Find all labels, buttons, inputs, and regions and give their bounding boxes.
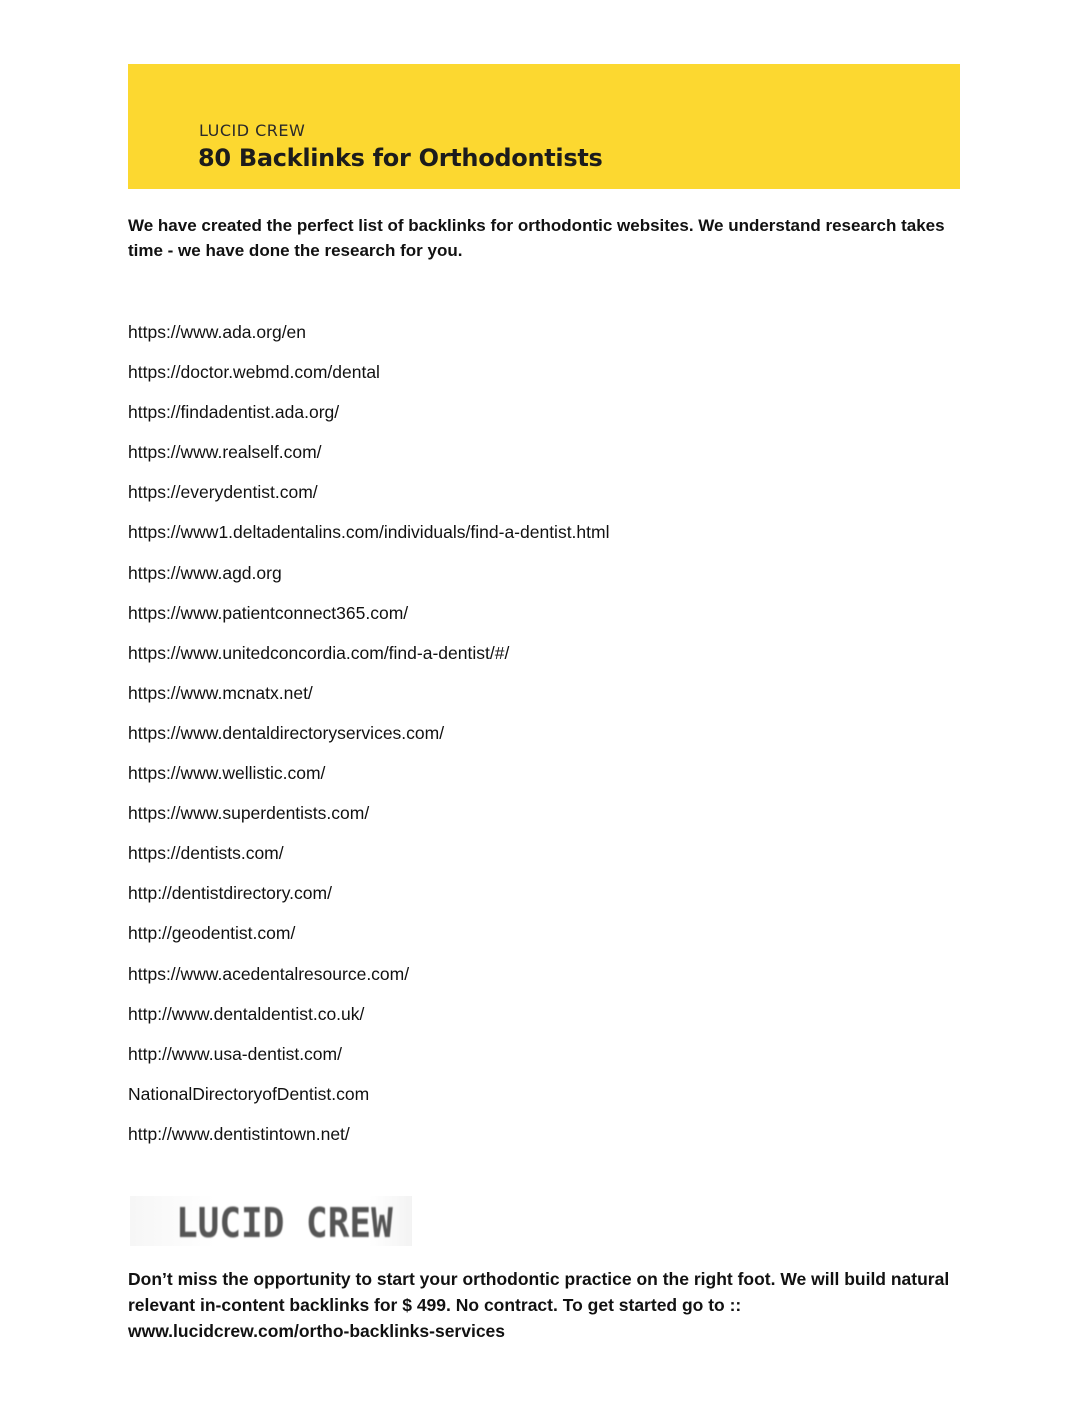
backlink-item[interactable]: https://www.acedentalresource.com/ — [128, 963, 410, 984]
backlink-item[interactable]: https://everydentist.com/ — [128, 482, 318, 503]
lucid-crew-logo — [130, 1196, 412, 1246]
call-to-action: Don’t miss the opportunity to start your orthodontic practice on the right foot. We will build natural relevant in-content backlinks for $ 499. No contract. To get started go to :: www.lucidcrew.com/ortho-backlinks-services — [128, 1269, 950, 1341]
backlink-item[interactable]: https://dentists.com/ — [128, 843, 284, 864]
backlink-item[interactable]: https://www.wellistic.com/ — [128, 763, 326, 784]
page-title: 80 Backlinks for Orthodontists — [198, 144, 603, 172]
backlink-item[interactable]: https://www.unitedconcordia.com/find-a-dentist/#/ — [128, 642, 510, 663]
backlink-list — [128, 320, 609, 1162]
intro-paragraph: We have created the perfect list of backlinks for orthodontic websites. We understand research takes time - we have done the research for you. — [128, 216, 945, 260]
logo-text: LUCID CREW — [176, 1200, 393, 1248]
backlink-item[interactable]: https://www.dentaldirectoryservices.com/ — [128, 722, 445, 743]
backlink-item[interactable]: http://www.dentaldentist.co.uk/ — [128, 1003, 365, 1024]
backlink-item[interactable]: https://www.ada.org/en — [128, 322, 307, 342]
header-banner — [128, 64, 960, 189]
backlink-item[interactable]: http://geodentist.com/ — [128, 923, 296, 944]
backlink-item[interactable]: https://www.realself.com/ — [128, 442, 322, 463]
banner-brand: LUCID CREW — [199, 121, 306, 140]
backlink-item[interactable]: https://www1.deltadentalins.com/individuals/find-a-dentist.html — [128, 522, 610, 543]
backlink-item[interactable]: https://www.agd.org — [128, 562, 282, 583]
backlink-item[interactable]: https://www.superdentists.com/ — [128, 803, 370, 824]
backlink-item[interactable]: https://findadentist.ada.org/ — [128, 402, 340, 423]
backlink-item[interactable]: https://www.mcnatx.net/ — [128, 682, 313, 703]
backlink-item[interactable]: http://dentistdirectory.com/ — [128, 883, 332, 904]
backlink-item[interactable]: https://www.patientconnect365.com/ — [128, 602, 409, 623]
backlink-item[interactable]: NationalDirectoryofDentist.com — [128, 1083, 370, 1104]
backlink-item[interactable]: http://www.usa-dentist.com/ — [128, 1043, 342, 1064]
backlink-item[interactable]: http://www.dentistintown.net/ — [128, 1123, 350, 1144]
backlink-item[interactable]: https://doctor.webmd.com/dental — [128, 362, 380, 383]
